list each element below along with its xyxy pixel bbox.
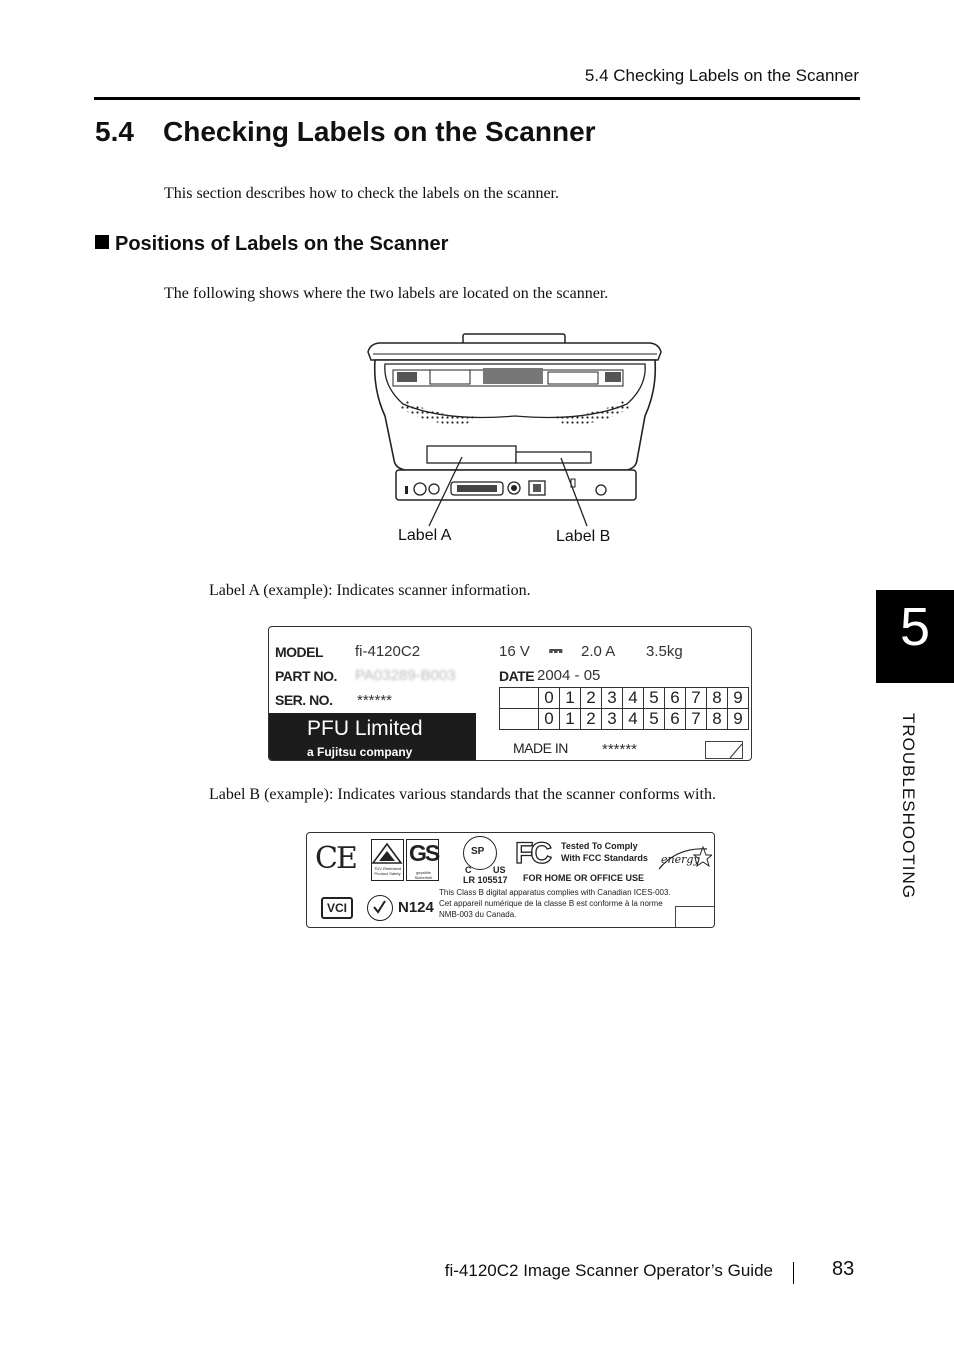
weight: 3.5kg bbox=[646, 643, 683, 660]
positions-text: The following shows where the two labels are located on the scanner. bbox=[164, 285, 609, 302]
vci-mark-icon: VCI bbox=[321, 897, 353, 919]
part-value: PA03289-B003 bbox=[355, 667, 456, 684]
ices-line-3: NMB-003 du Canada. bbox=[439, 910, 517, 919]
csa-us: US bbox=[493, 865, 506, 875]
ser-value: ****** bbox=[357, 692, 393, 709]
header-rule bbox=[94, 97, 860, 100]
page-number: 83 bbox=[832, 1258, 855, 1280]
section-number: 5.4 bbox=[95, 116, 134, 147]
made-in-value: ****** bbox=[602, 741, 638, 758]
square-bullet-icon bbox=[95, 235, 109, 249]
running-header: 5.4 Checking Labels on the Scanner bbox=[584, 66, 859, 85]
chapter-number: 5 bbox=[899, 597, 931, 657]
label-b-caption: Label B (example): Indicates various standards that the scanner conforms with. bbox=[209, 786, 716, 803]
scanner-illustration bbox=[365, 330, 665, 555]
date-value: 2004 - 05 bbox=[537, 667, 601, 684]
ices-line-1: This Class B digital apparatus complies with Canadian ICES-003. bbox=[439, 888, 671, 897]
digit-row: 0 1 2 3 4 5 6 7 8 9 bbox=[500, 709, 749, 730]
date-key: DATE bbox=[499, 668, 535, 684]
section-title-text: Checking Labels on the Scanner bbox=[163, 116, 596, 147]
label-a-caption: Label A (example): Indicates scanner information. bbox=[209, 582, 531, 599]
serial-digit-grid bbox=[499, 687, 749, 730]
csa-mark-icon: SP bbox=[463, 836, 497, 870]
fcc-use: FOR HOME OR OFFICE USE bbox=[523, 873, 645, 883]
csa-c: C bbox=[465, 865, 472, 875]
csa-lr: LR 105517 bbox=[463, 875, 508, 885]
fcc-mark-icon: FC bbox=[515, 837, 549, 870]
company-subtitle: a Fujitsu company bbox=[307, 745, 413, 759]
dc-symbol-icon: ⎓ bbox=[549, 641, 563, 660]
footer-guide-title: fi-4120C2 Image Scanner Operator’s Guide bbox=[444, 1261, 773, 1280]
footer-separator bbox=[793, 1262, 794, 1284]
label-b-example bbox=[306, 832, 715, 928]
current: 2.0 A bbox=[581, 643, 616, 660]
label-b-corner-box bbox=[675, 906, 715, 928]
label-b-callout: Label B bbox=[556, 528, 611, 545]
label-a-callout: Label A bbox=[398, 527, 452, 544]
ser-key: SER. NO. bbox=[275, 692, 333, 708]
label-a-example bbox=[268, 626, 752, 761]
ce-mark-icon: CE bbox=[315, 841, 356, 876]
digit-row: 0 1 2 3 4 5 6 7 8 9 bbox=[500, 688, 749, 709]
company-name: PFU Limited bbox=[307, 717, 423, 740]
made-in-key: MADE IN bbox=[513, 740, 568, 756]
model-value: fi-4120C2 bbox=[355, 643, 421, 660]
chapter-tab bbox=[876, 590, 954, 683]
energy-star-icon: energy bbox=[657, 843, 712, 873]
sub-heading-text: Positions of Labels on the Scanner bbox=[115, 233, 449, 255]
sub-heading bbox=[95, 233, 448, 256]
intro-text: This section describes how to check the labels on the scanner. bbox=[164, 185, 559, 202]
model-key: MODEL bbox=[275, 644, 324, 660]
chapter-side-label: TROUBLESHOOTING bbox=[899, 713, 918, 899]
section-title bbox=[95, 116, 596, 148]
fcc-text-1: Tested To Comply bbox=[561, 841, 638, 851]
ices-line-2: Cet appareil numérique de la classe B est conforme à la norme bbox=[439, 899, 663, 908]
part-key: PART NO. bbox=[275, 668, 337, 684]
n124-mark: N124 bbox=[398, 899, 434, 916]
c-tick-mark-icon bbox=[367, 895, 393, 921]
check-box bbox=[705, 741, 743, 759]
tuv-mark-icon: TÜV Rheinland Product Safety bbox=[371, 839, 404, 881]
voltage: 16 V bbox=[499, 643, 530, 660]
gs-mark-icon: GS geprüfte Sicherheit bbox=[406, 839, 439, 881]
fcc-text-2: With FCC Standards bbox=[561, 853, 648, 863]
